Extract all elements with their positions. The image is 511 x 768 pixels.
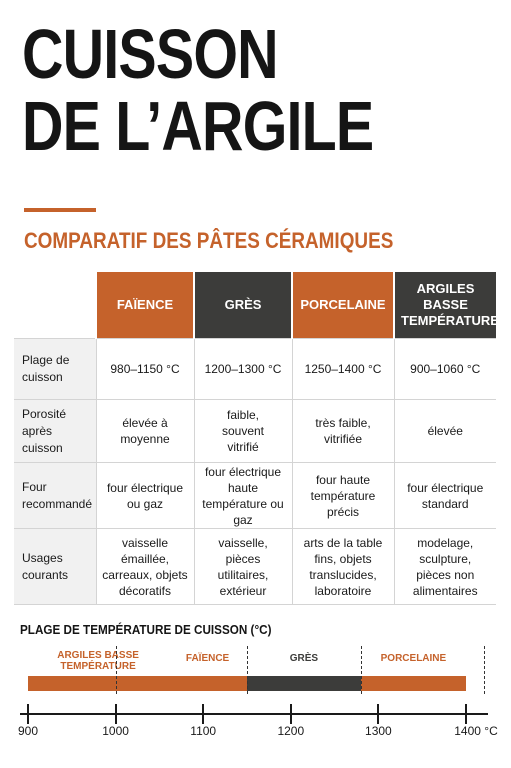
column-header-argiles <box>394 272 499 339</box>
table-row <box>14 339 496 400</box>
accent-rule <box>24 208 96 212</box>
range-separator <box>484 646 485 694</box>
table-cell: vaisselle, pièces utilitaires, extérieur <box>194 529 292 605</box>
range-separator <box>116 646 117 694</box>
comparison-table <box>14 272 499 605</box>
range-label: PORCELAINE <box>380 653 447 664</box>
table-cell: 980–1150 °C <box>96 339 194 400</box>
table-cell: 1200–1300 °C <box>194 339 292 400</box>
table-corner <box>14 272 96 339</box>
table-cell: modelage, sculpture, pièces non alimentaires <box>394 529 496 605</box>
scale-axis-line <box>20 713 488 715</box>
table-cell: four haute température précis <box>292 463 394 529</box>
row-header-four: Four recommandé <box>14 463 96 529</box>
axis-tick-label: 1300 <box>365 724 392 738</box>
table-cell: élevée à moyenne <box>96 400 194 463</box>
axis-tick <box>115 704 117 724</box>
range-label: FAÏENCE <box>185 653 230 664</box>
range-separator <box>247 646 248 694</box>
column-header-gres: GRÈS <box>194 272 292 339</box>
table-cell: 1250–1400 °C <box>292 339 394 400</box>
range-separator <box>361 646 362 694</box>
table-cell: four électrique ou gaz <box>96 463 194 529</box>
axis-tick-label: 1000 <box>102 724 129 738</box>
axis-tick <box>202 704 204 724</box>
range-bar <box>247 676 361 691</box>
row-header-usages: Usages courants <box>14 529 96 605</box>
axis-tick-label: 900 <box>17 724 39 738</box>
column-header-faience: FAÏENCE <box>96 272 194 339</box>
table-row <box>14 400 496 463</box>
table-row <box>14 463 496 529</box>
page-title <box>22 15 374 165</box>
range-label: GRÈS <box>289 653 319 664</box>
table-header-row <box>14 272 496 339</box>
axis-tick <box>290 704 292 724</box>
table-cell: vaisselle émaillée, carreaux, objets décoratifs <box>96 529 194 605</box>
axis-tick-label: 1200 <box>277 724 305 738</box>
temperature-scale <box>0 640 511 768</box>
table-cell: faible, souvent vitrifié <box>194 400 292 463</box>
table-cell: arts de la table fins, objets translucides, laboratoire <box>292 529 394 605</box>
subtitle: COMPARATIF DES PÂTES CÉRAMIQUES <box>24 228 394 253</box>
column-header-argiles-label: ARGILES BASSE TEMPÉRATURE <box>401 281 499 328</box>
table-cell: four électrique standard <box>394 463 496 529</box>
range-bar <box>168 676 247 691</box>
axis-tick-label: 1100 <box>190 724 217 738</box>
row-header-plage: Plage de cuisson <box>14 339 96 400</box>
table-cell: 900–1060 °C <box>394 339 496 400</box>
column-header-porcelaine: PORCELAINE <box>292 272 394 339</box>
axis-tick <box>465 704 467 724</box>
table-cell: très faible, vitrifiée <box>292 400 394 463</box>
table-cell: élevée <box>394 400 496 463</box>
range-bar <box>361 676 466 691</box>
table-cell: four électrique haute température ou gaz <box>194 463 292 529</box>
axis-tick-label: 1400 °C <box>454 724 498 738</box>
scale-title: PLAGE DE TEMPÉRATURE DE CUISSON (°C) <box>20 622 272 637</box>
axis-tick <box>27 704 29 724</box>
title-line-2: DE L’ARGILE <box>22 87 374 165</box>
range-bar <box>28 676 168 691</box>
title-line-1: CUISSON <box>22 15 278 93</box>
row-header-porosite: Porosité après cuisson <box>14 400 96 463</box>
axis-tick <box>377 704 379 724</box>
table-row <box>14 529 496 605</box>
range-label: ARGILES BASSE TEMPÉRATURE <box>57 650 139 672</box>
